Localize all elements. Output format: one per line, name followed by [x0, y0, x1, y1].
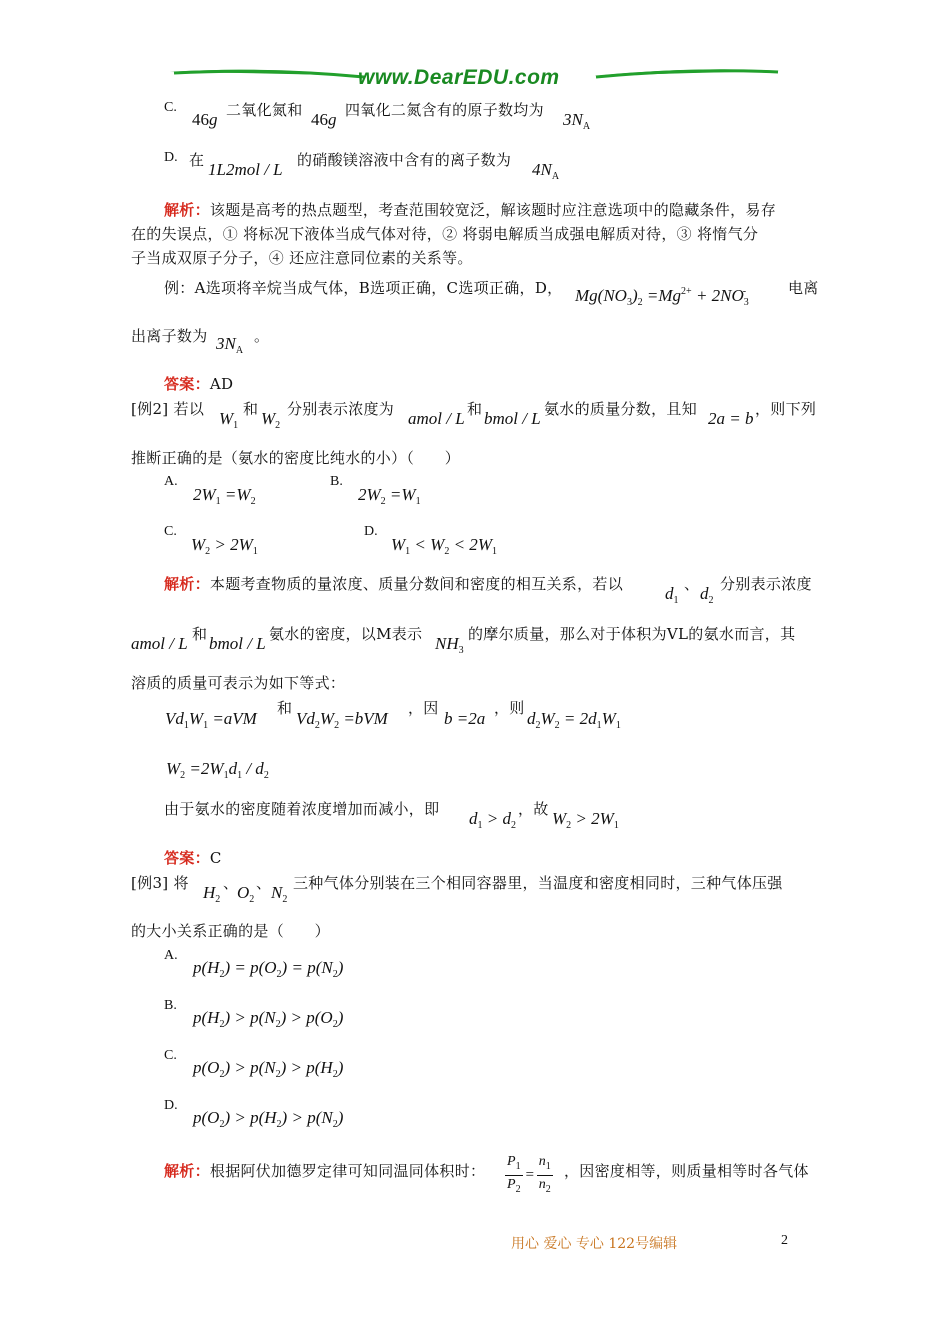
- analysis-2-line-1b: 分别表示浓度: [720, 575, 812, 593]
- math-2a-eq-b: 2a = b: [708, 409, 754, 428]
- math-equation-3: $d_2W_2 = 2d_1W_1$: [527, 709, 621, 731]
- ex2-option-c-math: $W_2 > 2W_1$: [191, 535, 258, 557]
- math-46g-a: 46g: [192, 110, 218, 129]
- example-3-line-2: 的大小关系正确的是（ ）: [131, 922, 330, 940]
- math-o2: $O_2$: [237, 883, 255, 905]
- ex3-option-d-label: D.: [164, 1098, 178, 1113]
- answer-2: 答案：C: [164, 849, 222, 867]
- ex3-option-b-math: $p(H_2) > p(N_2) > p(O_2)$: [193, 1008, 344, 1030]
- analysis-2-line-6b: ，故: [518, 800, 549, 818]
- analysis-1-line-5b: 。: [254, 327, 270, 345]
- option-d-label: D.: [164, 150, 178, 165]
- example-2-line-2: 推断正确的是（氨水的密度比纯水的小）（ ）: [131, 449, 461, 467]
- ex3-option-a-math: $p(H_2) = p(O_2) = p(N_2)$: [193, 958, 344, 980]
- ex3-option-c-math: $p(O_2) > p(N_2) > p(H_2)$: [193, 1058, 344, 1080]
- option-d-text-1: 在: [189, 151, 205, 169]
- example-2-text-2: 氨水的质量分数，且知: [544, 400, 698, 418]
- ex3-option-b-label: B.: [164, 998, 177, 1013]
- math-d1-gt-d2: $d_1 > d_2$: [469, 809, 516, 831]
- analysis-2-line-3: 溶质的质量可表示为如下等式：: [131, 674, 346, 692]
- option-c-text-2: 四氧化二氮含有的原子数均为: [345, 101, 544, 119]
- analysis-2-and-2: 和: [277, 699, 293, 717]
- analysis-2-line-2a: 氨水的密度，以M表示: [269, 625, 423, 643]
- math-d2: $d_2$: [700, 584, 714, 606]
- math-amol: amol / L: [408, 409, 465, 428]
- analysis-2-line-1: 解析：本题考查物质的量浓度、质量分数间和密度的相互关系，若以: [164, 575, 624, 593]
- example-3-text-1: 三种气体分别装在三个相同容器里，当温度和密度相同时，三种气体压强: [293, 874, 783, 892]
- option-c-text-1: 二氧化氮和: [226, 101, 303, 119]
- ex2-option-d-math: $W_1 < W_2 < 2W_1$: [391, 535, 497, 557]
- math-d1: $d_1$: [665, 584, 679, 606]
- analysis-1-line-5a: 出离子数为: [131, 327, 208, 345]
- math-w1: $W_1$: [219, 409, 239, 431]
- example-2-text-1: 分别表示浓度为: [287, 400, 395, 418]
- math-b-eq-2a: b =2a: [444, 709, 486, 728]
- math-3na: $3N_A$: [563, 110, 591, 132]
- example-3-prefix: [例3] 将: [131, 874, 189, 892]
- ex3-option-c-label: C.: [164, 1048, 177, 1063]
- math-bmol-2: bmol / L: [209, 634, 266, 653]
- math-bmol: bmol / L: [484, 409, 541, 428]
- analysis-3-line-1: 解析：根据阿伏加德罗定律可知同温同体积时：: [164, 1162, 486, 1180]
- option-c-label: C.: [164, 100, 177, 115]
- math-3na-ions: $3N_A$: [216, 334, 244, 356]
- math-equation-2: $Vd_2W_2 =bVM$: [296, 709, 388, 731]
- math-avogadro-fraction: $\frac{P_1}{P_2}$ = $\frac{n_1}{n_2}$: [507, 1154, 551, 1195]
- analysis-1-ionize: 电离: [788, 279, 819, 297]
- ex2-option-d-label: D.: [364, 524, 378, 539]
- option-d-text-2: 的硝酸镁溶液中含有的离子数为: [297, 151, 512, 169]
- analysis-2-sep: 、: [684, 575, 700, 593]
- analysis-2-line-2b: 的摩尔质量，那么对于体积为VL的氨水而言，其: [468, 625, 796, 643]
- header-swoosh-right: [592, 64, 782, 84]
- example-2-and-2: 和: [467, 400, 483, 418]
- analysis-1-line-2: 在的失误点，① 将标况下液体当成气体对待，② 将弱电解质当成强电解质对待，③ 将惰气分: [131, 225, 759, 243]
- example-2-prefix: [例2] 若以: [131, 400, 205, 418]
- ex3-option-d-math: $p(O_2) > p(H_2) > p(N_2)$: [193, 1108, 344, 1130]
- math-4na: $4N_A$: [532, 160, 560, 182]
- example-3-sep-1: 、: [223, 874, 239, 892]
- math-n2: $N_2$: [271, 883, 288, 905]
- math-w2-gt-2w1: $W_2 > 2W_1$: [552, 809, 619, 831]
- analysis-2-then: ，则: [494, 699, 525, 717]
- analysis-2-line-6a: 由于氨水的密度随着浓度增加而减小，即: [164, 800, 440, 818]
- math-concentration: 1L2mol / L: [208, 160, 283, 179]
- analysis-2-because: ，因: [408, 699, 439, 717]
- analysis-3-line-1b: ，因密度相等，则质量相等时各气体: [564, 1162, 809, 1180]
- analysis-1-example: 例：A选项将辛烷当成气体，B选项正确，C选项正确，D，: [164, 279, 563, 297]
- site-logo[interactable]: www.DearEDU.com: [358, 66, 560, 89]
- math-amol-2: amol / L: [131, 634, 188, 653]
- answer-1: 答案：AD: [164, 375, 234, 393]
- math-w2: $W_2$: [261, 409, 281, 431]
- footer-text: 用心 爱心 专心 122号编辑: [511, 1236, 678, 1252]
- math-mg-ionization: $Mg(NO_3)_2 =Mg^{2+} + 2NO_3^-$: [575, 286, 749, 308]
- example-3-sep-2: 、: [256, 874, 272, 892]
- page-number: 2: [781, 1233, 788, 1248]
- ex2-option-a-math: $2W_1 =W_2$: [193, 485, 256, 507]
- example-2-and-1: 和: [243, 400, 259, 418]
- analysis-2-and: 和: [192, 625, 208, 643]
- header-swoosh-left: [168, 64, 368, 84]
- math-h2: $H_2$: [203, 883, 221, 905]
- analysis-1-line-3: 子当成双原子分子，④ 还应注意同位素的关系等。: [131, 249, 473, 267]
- example-2-text-3: ，则下列: [755, 400, 817, 418]
- math-equation-1: $Vd_1W_1 =aVM$: [165, 709, 257, 731]
- math-46g-b: 46g: [311, 110, 337, 129]
- ex2-option-c-label: C.: [164, 524, 177, 539]
- ex2-option-b-math: $2W_2 =W_1$: [358, 485, 421, 507]
- math-equation-4: $W_2 =2W_1d_1 / d_2$: [166, 759, 269, 781]
- analysis-1-line-1: 解析：该题是高考的热点题型，考查范围较宽泛，解该题时应注意选项中的隐藏条件，易存: [164, 201, 777, 219]
- math-nh3: $NH_3$: [435, 634, 464, 656]
- ex2-option-a-label: A.: [164, 474, 178, 489]
- ex3-option-a-label: A.: [164, 948, 178, 963]
- ex2-option-b-label: B.: [330, 474, 343, 489]
